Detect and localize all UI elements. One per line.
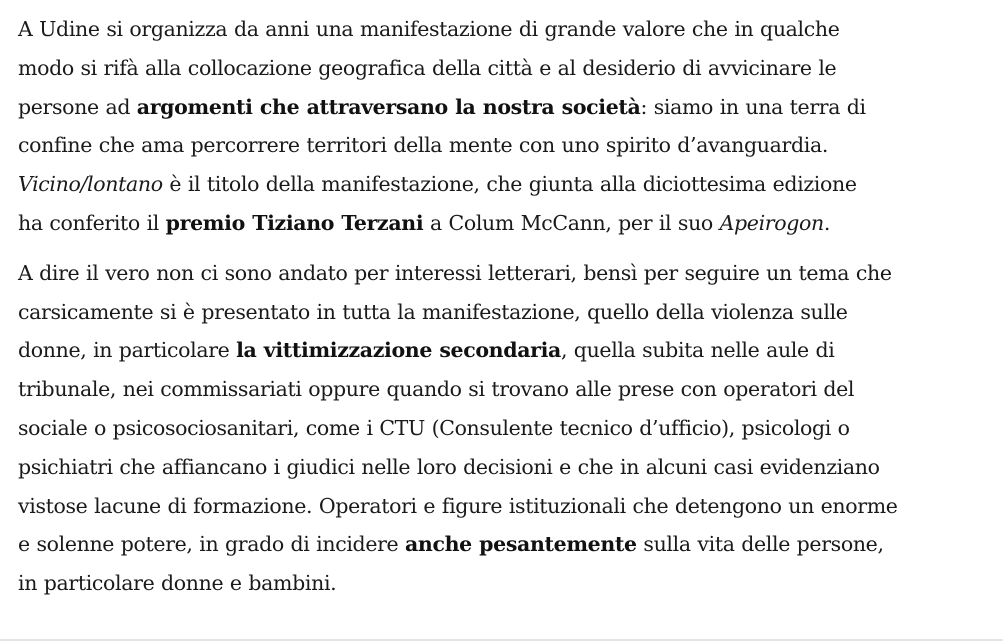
text-line <box>18 165 993 204</box>
bold-phrase: la vittimizzazione secondaria <box>236 338 561 363</box>
text-run: : siamo in una terra di <box>640 94 866 119</box>
text-run: A Udine si organizza da anni una manifestazione di grande valore che in qualche <box>18 17 840 41</box>
text-run: in particolare donne e bambini. <box>18 571 337 596</box>
text-run: psichiatri che affiancano i giudici nelle loro decisioni e che in alcuni casi evidenziano <box>18 454 880 479</box>
text-run: confine che ama percorrere territori della mente con uno spirito d’avanguardia. <box>18 133 828 158</box>
text-line <box>18 409 993 448</box>
italic-phrase: Apeirogon <box>719 210 824 235</box>
text-run: vistose lacune di formazione. Operatori e figure istituzionali che detengono un enorme <box>18 493 898 518</box>
text-line <box>18 370 993 409</box>
text-run: carsicamente si è presentato in tutta la manifestazione, quello della violenza sulle <box>18 299 848 324</box>
text-line <box>18 525 993 564</box>
text-line <box>18 487 993 526</box>
text-line <box>18 564 993 603</box>
bold-phrase: argomenti che attraversano la nostra società <box>136 94 641 119</box>
text-line <box>18 448 993 487</box>
text-run: modo si rifà alla collocazione geografica della città e al desiderio di avvicinare le <box>18 55 837 80</box>
bold-phrase: premio Tiziano Terzani <box>165 210 424 235</box>
paragraph-udine-festival <box>18 10 993 243</box>
text-run: donne, in particolare <box>18 338 237 363</box>
text-line <box>18 254 993 293</box>
text-run: è il titolo della manifestazione, che giunta alla diciottesima edizione <box>162 172 857 197</box>
text-run: a Colum McCann, per il suo <box>423 210 720 235</box>
text-line <box>18 331 993 370</box>
bold-phrase: anche pesantemente <box>405 532 637 557</box>
text-line <box>18 49 993 88</box>
text-run: persone ad <box>18 94 137 119</box>
text-line <box>18 204 993 243</box>
text-run: . <box>823 210 831 235</box>
text-line <box>18 88 993 127</box>
text-run: A dire il vero non ci sono andato per interessi letterari, bensì per seguire un tema che <box>18 260 892 285</box>
paragraph-secondary-victimization <box>18 254 993 603</box>
text-run: e solenne potere, in grado di incidere <box>18 532 405 557</box>
text-line <box>18 126 993 165</box>
text-run: tribunale, nei commissariati oppure quando si trovano alle prese con operatori del <box>18 377 855 402</box>
text-run: sulla vita delle persone, <box>636 532 884 557</box>
text-line <box>18 293 993 332</box>
text-line <box>18 10 993 49</box>
text-run: ha conferito il <box>18 210 166 235</box>
italic-phrase: Vicino/lontano <box>18 172 163 197</box>
article-body <box>18 10 993 603</box>
text-run: sociale o psicosociosanitari, come i CTU (Consulente tecnico d’ufficio), psicologi o <box>18 415 850 440</box>
text-run: , quella subita nelle aule di <box>560 338 835 363</box>
